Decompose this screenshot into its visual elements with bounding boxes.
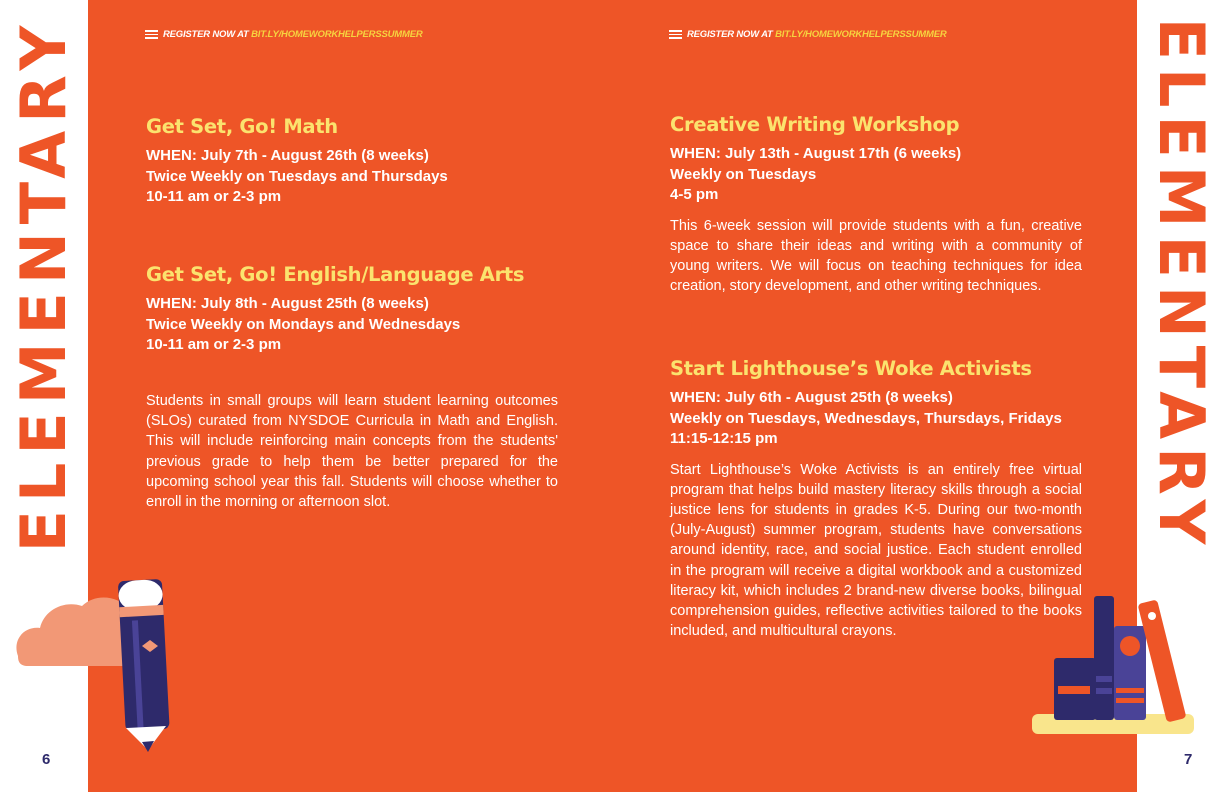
program-woke-activists: [670, 357, 1100, 641]
program-math: [146, 115, 566, 208]
spine-title-left: ELEMENTARY: [7, 17, 80, 553]
register-prefix: REGISTER NOW AT: [163, 29, 249, 40]
schedule-line: Twice Weekly on Tuesdays and Thursdays: [146, 167, 448, 185]
register-link[interactable]: BIT.LY/HOMEWORKHELPERSSUMMER: [775, 29, 947, 40]
register-banner-left: [145, 29, 423, 40]
program-title: Get Set, Go! Math: [146, 115, 338, 138]
menu-lines-icon: [145, 30, 158, 39]
schedule-line: 10-11 am or 2-3 pm: [146, 188, 282, 205]
schedule-line: WHEN: July 8th - August 25th (8 weeks): [146, 295, 429, 312]
description-text: Start Lighthouse’s Woke Activists is an entirely free virtual program that helps build mastery literacy skills through a social justice lens for students in grades K-5. During our two-month (July-August) summer program, students have conversations around identity, race, and social justice. Each student enrolled in the program will receive a digital workbook and a customized literacy kit, which includes 2 brand-new diverse books, bilingual comprehension guides, reflective activities tailored to the books included, and multicultural crayons.: [670, 461, 1082, 640]
schedule-line: 11:15-12:15 pm: [670, 430, 778, 447]
description-text: This 6-week session will provide students with a fun, creative space to share their ideas and writing with a community of young writers. We will focus on teaching techniques for idea creation, story development, and other writing techniques.: [670, 217, 1082, 295]
description-text: Students in small groups will learn student learning outcomes (SLOs) curated from NYSDOE Curricula in Math and English. This will include reinforcing main concepts from the students' previous grade to help them be better prepared for the upcoming school year this fall. Students will choose whether to enroll in the morning or afternoon slot.: [146, 393, 558, 511]
register-banner-right: [669, 29, 947, 40]
program-title: Start Lighthouse’s Woke Activists: [670, 357, 1032, 380]
menu-lines-icon: [669, 30, 682, 39]
schedule-line: Weekly on Tuesdays, Wednesdays, Thursdays, Fridays: [670, 409, 1062, 427]
schedule-line: 4-5 pm: [670, 186, 719, 203]
schedule-line: WHEN: July 13th - August 17th (6 weeks): [670, 145, 962, 162]
schedule-line: Weekly on Tuesdays: [670, 165, 817, 183]
program-title: Get Set, Go! English/Language Arts: [146, 263, 525, 286]
program-ela: [146, 263, 566, 356]
schedule-line: 10-11 am or 2-3 pm: [146, 336, 282, 353]
pencil-illustration: [14, 570, 174, 755]
schedule-line: WHEN: July 6th - August 25th (8 weeks): [670, 389, 953, 406]
page-number-left: 6: [42, 751, 51, 768]
register-link[interactable]: BIT.LY/HOMEWORKHELPERSSUMMER: [251, 29, 423, 40]
pencil-icon: [118, 579, 170, 752]
left-description: [146, 391, 558, 512]
schedule-line: WHEN: July 7th - August 26th (8 weeks): [146, 147, 429, 164]
page-number-right: 7: [1184, 751, 1193, 768]
spine-title-right: ELEMENTARY: [1145, 17, 1218, 553]
program-creative-writing: [670, 113, 1100, 296]
program-title: Creative Writing Workshop: [670, 113, 960, 136]
register-prefix: REGISTER NOW AT: [687, 29, 773, 40]
schedule-line: Twice Weekly on Mondays and Wednesdays: [146, 315, 461, 333]
